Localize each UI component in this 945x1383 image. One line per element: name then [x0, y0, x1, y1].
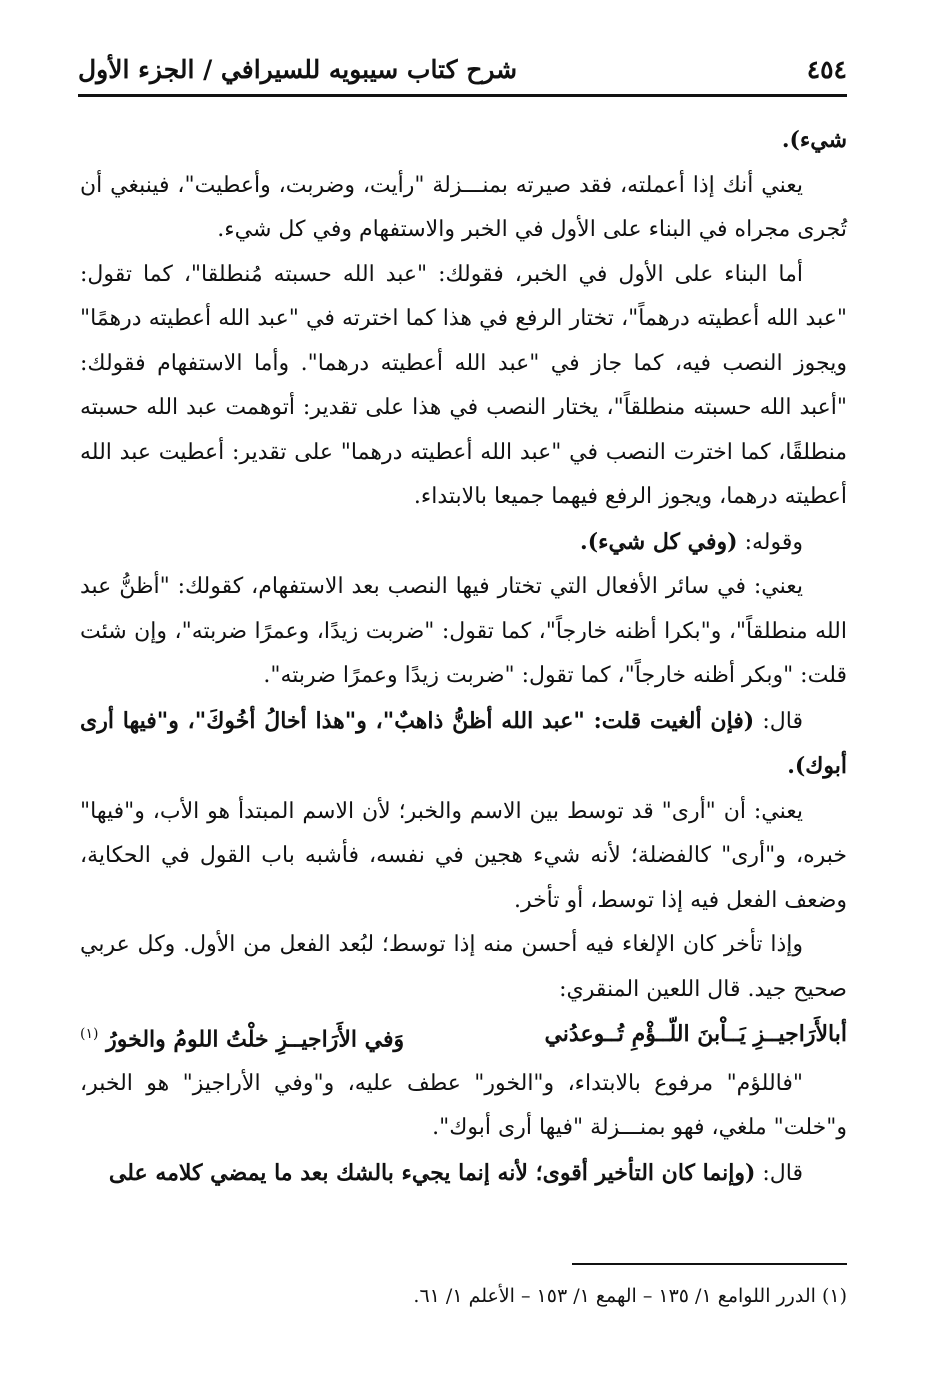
paragraph-7: يعني: أن "أرى" قد توسط بين الاسم والخبر؛ لأن الاسم المبتدأ هو الأب، و"فيها" خبره، و"أرى" كالفضلة؛ لأنه شيء هجين في نفسه، فأشبه باب القول في الحكاية، وضعف الفعل فيه إذا توسط، أو تأخر.: [80, 798, 847, 913]
paragraph-1: شيء).: [781, 127, 847, 153]
footnote: (١) الدرر اللوامع ١/ ١٣٥ – الهمع ١/ ١٥٣ – الأعلم ١/ ٦١.: [413, 1285, 847, 1307]
paragraph-6: [80, 699, 847, 790]
footnote-rule: [572, 1263, 847, 1265]
page-number: ٤٥٤: [806, 54, 847, 84]
paragraph-10: [80, 1151, 847, 1197]
paragraph-10-prefix: قال:: [762, 1160, 803, 1186]
paragraph-6-prefix: قال:: [762, 708, 803, 734]
paragraph-5: يعني: في سائر الأفعال التي تختار فيها النصب بعد الاستفهام، كقولك: "أظنُّ عبد الله منطلقاً"، و"بكرا أظنه خارجاً"، كما تقول: "ضربت زيدًا، وعمرًا ضربته"، وإن شئت قلت: "وبكر أظنه خارجاً"، كما تقول: "ضربت زيدًا وعمرًا ضربته".: [80, 574, 847, 688]
verse-second-hemistich: وَفي الأَرَاجيــزِ خلْتُ اللومُ والخورُ $^{(١)}$: [80, 1026, 405, 1053]
paragraph-10-quote: (وإنما كان التأخير أقوى؛ لأنه إنما يجيء بالشك بعد ما يمضي كلامه على: [108, 1159, 756, 1186]
paragraph-9: "فاللؤم" مرفوع بالابتداء، و"الخور" عطف عليه، و"وفي الأراجيز" هو الخبر، و"خلت" ملغي، فهو بمنـــزلة "فيها أرى أبوك".: [80, 1070, 847, 1141]
footnote-marker: (١): [80, 1026, 99, 1042]
poetry-verse: [80, 1012, 847, 1062]
paragraph-3: أما البناء على الأول في الخبر، فقولك: "عبد الله حسبته مُنطلقا"، كما تقول: "عبد الله أعطيته درهماً"، تختار الرفع في هذا كما اخترته في "عبد الله أعطيته درهمًا" ويجوز النصب فيه، كما جاز في "عبد الله أعطيته درهما". وأما الاستفهام فقولك: "أعبد الله حسبته منطلقاً"، يختار النصب في هذا على تقدير: أتوهمت عبد الله حسبته منطلقًا، كما اخترت النصب في "عبد الله أعطيته درهما" على تقدير: أعطيت عبد الله أعطيته درهما، ويجوز الرفع فيهما جميعا بالابتداء.: [80, 261, 847, 509]
page-header: [78, 48, 847, 90]
verse-first-hemistich: أبالأَرَاجيــزِ يَــاْبنَ اللّــؤْمِ تُــوعدُني: [544, 1021, 847, 1047]
paragraph-4-prefix: وقوله:: [744, 529, 803, 555]
paragraph-4: [80, 520, 847, 566]
paragraph-2: يعني أنك إذا أعملته، فقد صيرته بمنـــزلة "رأيت، وضربت، وأعطيت"، فينبغي أن تُجرى مجراه في البناء على الأول في الخبر والاستفهام وفي كل شيء.: [80, 172, 847, 242]
running-title: شرح كتاب سيبويه للسيرافي / الجزء الأول: [78, 54, 518, 84]
paragraph-6-quote: (فإن ألغيت قلت: "عبد الله أظنُّ ذاهبٌ"، و"هذا أخالُ أخُوكَ"، و"فيها أرى أبوك).: [80, 707, 847, 779]
header-rule: [78, 94, 847, 97]
main-text: [80, 118, 847, 1196]
paragraph-4-quote: (وفي كل شيء).: [580, 528, 738, 555]
paragraph-8: وإذا تأخر كان الإلغاء فيه أحسن منه إذا توسط؛ لبُعد الفعل من الأول. وكل عربي صحيح جيد. قال اللعين المنقري:: [80, 932, 847, 1002]
